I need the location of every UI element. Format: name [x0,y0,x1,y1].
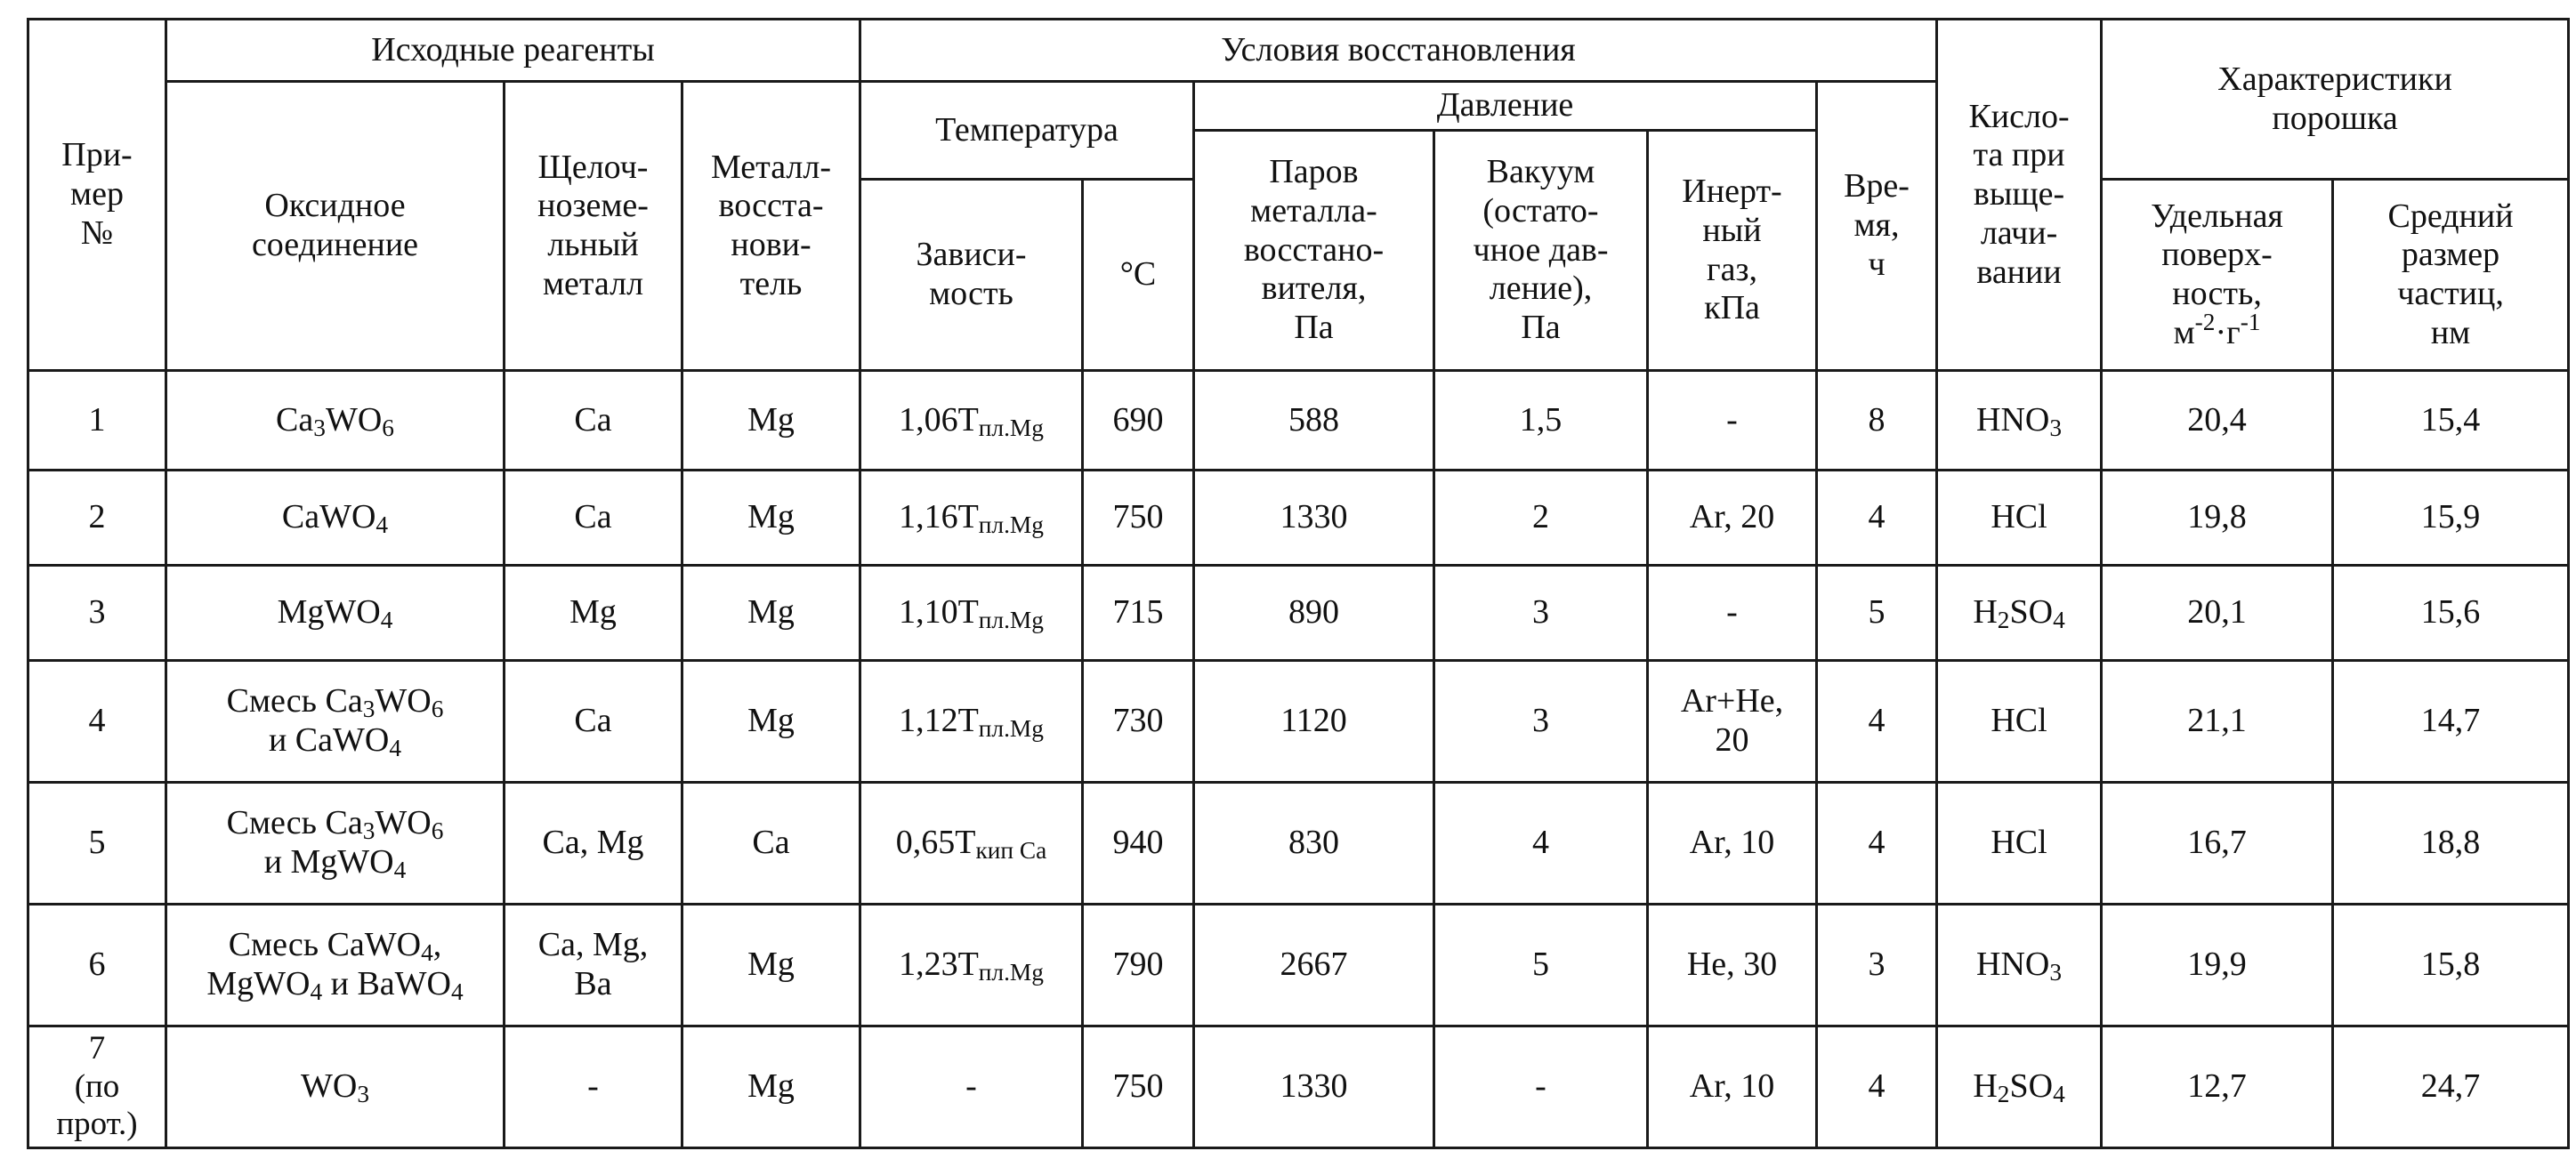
inert-gas-cell: Ar, 20 [1648,471,1817,566]
vacuum-cell: 3 [1434,661,1648,783]
oxide-cell: $WO_3$ [166,1026,505,1148]
header-vacuum: Вакуум (остато- чное дав- ление), Па [1434,131,1648,371]
vapor-pressure-cell: 588 [1194,371,1434,471]
inert-gas-cell: He, 30 [1648,905,1817,1026]
surface-cell: 16,7 [2102,783,2333,905]
temperature-cell: 730 [1083,661,1194,783]
vapor-pressure-cell: 1330 [1194,471,1434,566]
dependence-cell: $1,06T_{пл.Mg}$ [860,371,1083,471]
dependence-cell: $0,65T_{кип Ca}$ [860,783,1083,905]
time-cell: 4 [1817,471,1937,566]
time-cell: 4 [1817,1026,1937,1148]
reducing-metal-cell: Mg [682,661,860,783]
time-cell: 3 [1817,905,1937,1026]
oxide-cell: $Ca_3WO_6$ [166,371,505,471]
oxide-cell: Смесь $Ca_3WO_6$ и CaWO$_4$ [166,661,505,783]
example-no-cell: 2 [28,471,166,566]
vapor-pressure-cell: 1120 [1194,661,1434,783]
reducing-metal-cell: Mg [682,1026,860,1148]
header-group-temperature: Температура [860,82,1194,180]
dependence-cell: $1,23T_{пл.Mg}$ [860,905,1083,1026]
header-time: Вре- мя, ч [1817,82,1937,371]
particle-size-cell: 15,4 [2333,371,2569,471]
alkaline-earth-cell: Ca [505,661,682,783]
alkaline-earth-cell: - [505,1026,682,1148]
particle-size-cell: 15,9 [2333,471,2569,566]
dependence-cell: - [860,1026,1083,1148]
alkaline-earth-cell: Ca [505,471,682,566]
inert-gas-cell: Ar, 10 [1648,1026,1817,1148]
particle-size-cell: 14,7 [2333,661,2569,783]
table-row [28,371,2569,471]
acid-cell: HCl [1937,661,2102,783]
header-reducing-metal: Металл- восста- нови- тель [682,82,860,371]
dependence-cell: $1,16T_{пл.Mg}$ [860,471,1083,566]
temperature-cell: 690 [1083,371,1194,471]
alkaline-earth-cell: Ca [505,371,682,471]
table-row [28,566,2569,661]
time-cell: 4 [1817,661,1937,783]
vapor-pressure-cell: 2667 [1194,905,1434,1026]
acid-cell: HCl [1937,783,2102,905]
surface-cell: 19,8 [2102,471,2333,566]
alkaline-earth-cell: Ca, Mg, Ba [505,905,682,1026]
acid-cell: $H_2SO_4$ [1937,1026,2102,1148]
surface-cell: 19,9 [2102,905,2333,1026]
inert-gas-cell: - [1648,371,1817,471]
example-no-cell: 5 [28,783,166,905]
header-dependence: Зависи- мость [860,180,1083,371]
particle-size-cell: 18,8 [2333,783,2569,905]
particle-size-cell: 24,7 [2333,1026,2569,1148]
dependence-cell: $1,12T_{пл.Mg}$ [860,661,1083,783]
vacuum-cell: 1,5 [1434,371,1648,471]
header-alkaline-earth-metal: Щелоч- ноземе- льный металл [505,82,682,371]
header-particle-size: Средний размер частиц, нм [2333,180,2569,371]
alkaline-earth-cell: Ca, Mg [505,783,682,905]
vapor-pressure-cell: 830 [1194,783,1434,905]
header-group-powder: Характеристики порошка [2102,20,2569,180]
oxide-cell: Смесь $Ca_3WO_6$ и MgWO$_4$ [166,783,505,905]
vacuum-cell: 3 [1434,566,1648,661]
oxide-cell: Смесь CaWO$_4$, MgWO$_4$ и BaWO$_4$ [166,905,505,1026]
reducing-metal-cell: Mg [682,471,860,566]
example-no-cell: 1 [28,371,166,471]
table-row [28,471,2569,566]
example-no-cell: 7 (по прот.) [28,1026,166,1148]
header-specific-surface [2102,180,2333,371]
surface-cell: 20,4 [2102,371,2333,471]
surface-cell: 20,1 [2102,566,2333,661]
example-no-cell: 6 [28,905,166,1026]
vapor-pressure-cell: 890 [1194,566,1434,661]
header-group-reagents: Исходные реагенты [166,20,860,82]
vacuum-cell: 4 [1434,783,1648,905]
table-row [28,783,2569,905]
header-acid: Кисло- та при выще- лачи- вании [1937,20,2102,371]
header-oxide-compound: Оксидное соединение [166,82,505,371]
surface-cell: 21,1 [2102,661,2333,783]
time-cell: 5 [1817,566,1937,661]
header-celsius: °C [1083,180,1194,371]
table-row [28,1026,2569,1148]
vacuum-cell: 2 [1434,471,1648,566]
header-vapor-pressure: Паров металла- восстано- вителя, Па [1194,131,1434,371]
acid-cell: $HNO_3$ [1937,905,2102,1026]
vacuum-cell: 5 [1434,905,1648,1026]
oxide-cell: CaWO$_4$ [166,471,505,566]
oxide-cell: MgWO$_4$ [166,566,505,661]
header-inert-gas: Инерт- ный газ, кПа [1648,131,1817,371]
vacuum-cell: - [1434,1026,1648,1148]
particle-size-cell: 15,6 [2333,566,2569,661]
temperature-cell: 750 [1083,1026,1194,1148]
inert-gas-cell: Ar+He, 20 [1648,661,1817,783]
acid-cell: $H_2SO_4$ [1937,566,2102,661]
results-table [27,18,2570,1149]
time-cell: 8 [1817,371,1937,471]
time-cell: 4 [1817,783,1937,905]
header-group-pressure: Давление [1194,82,1817,131]
temperature-cell: 940 [1083,783,1194,905]
table-row [28,661,2569,783]
particle-size-cell: 15,8 [2333,905,2569,1026]
temperature-cell: 790 [1083,905,1194,1026]
inert-gas-cell: - [1648,566,1817,661]
acid-cell: $HNO_3$ [1937,371,2102,471]
table-row [28,905,2569,1026]
inert-gas-cell: Ar, 10 [1648,783,1817,905]
vapor-pressure-cell: 1330 [1194,1026,1434,1148]
reducing-metal-cell: Mg [682,371,860,471]
alkaline-earth-cell: Mg [505,566,682,661]
reducing-metal-cell: Mg [682,905,860,1026]
surface-unit: $м^{-2}\cdot г^{-1}$ [2173,308,2261,351]
surface-cell: 12,7 [2102,1026,2333,1148]
dependence-cell: $1,10T_{пл.Mg}$ [860,566,1083,661]
reducing-metal-cell: Ca [682,783,860,905]
example-no-cell: 4 [28,661,166,783]
surface-label: Удельная поверх- ность, [2151,197,2283,312]
header-group-conditions: Условия восстановления [860,20,1937,82]
reducing-metal-cell: Mg [682,566,860,661]
acid-cell: HCl [1937,471,2102,566]
temperature-cell: 715 [1083,566,1194,661]
example-no-cell: 3 [28,566,166,661]
header-example-no: При- мер № [28,20,166,371]
temperature-cell: 750 [1083,471,1194,566]
table-body [28,371,2569,1148]
